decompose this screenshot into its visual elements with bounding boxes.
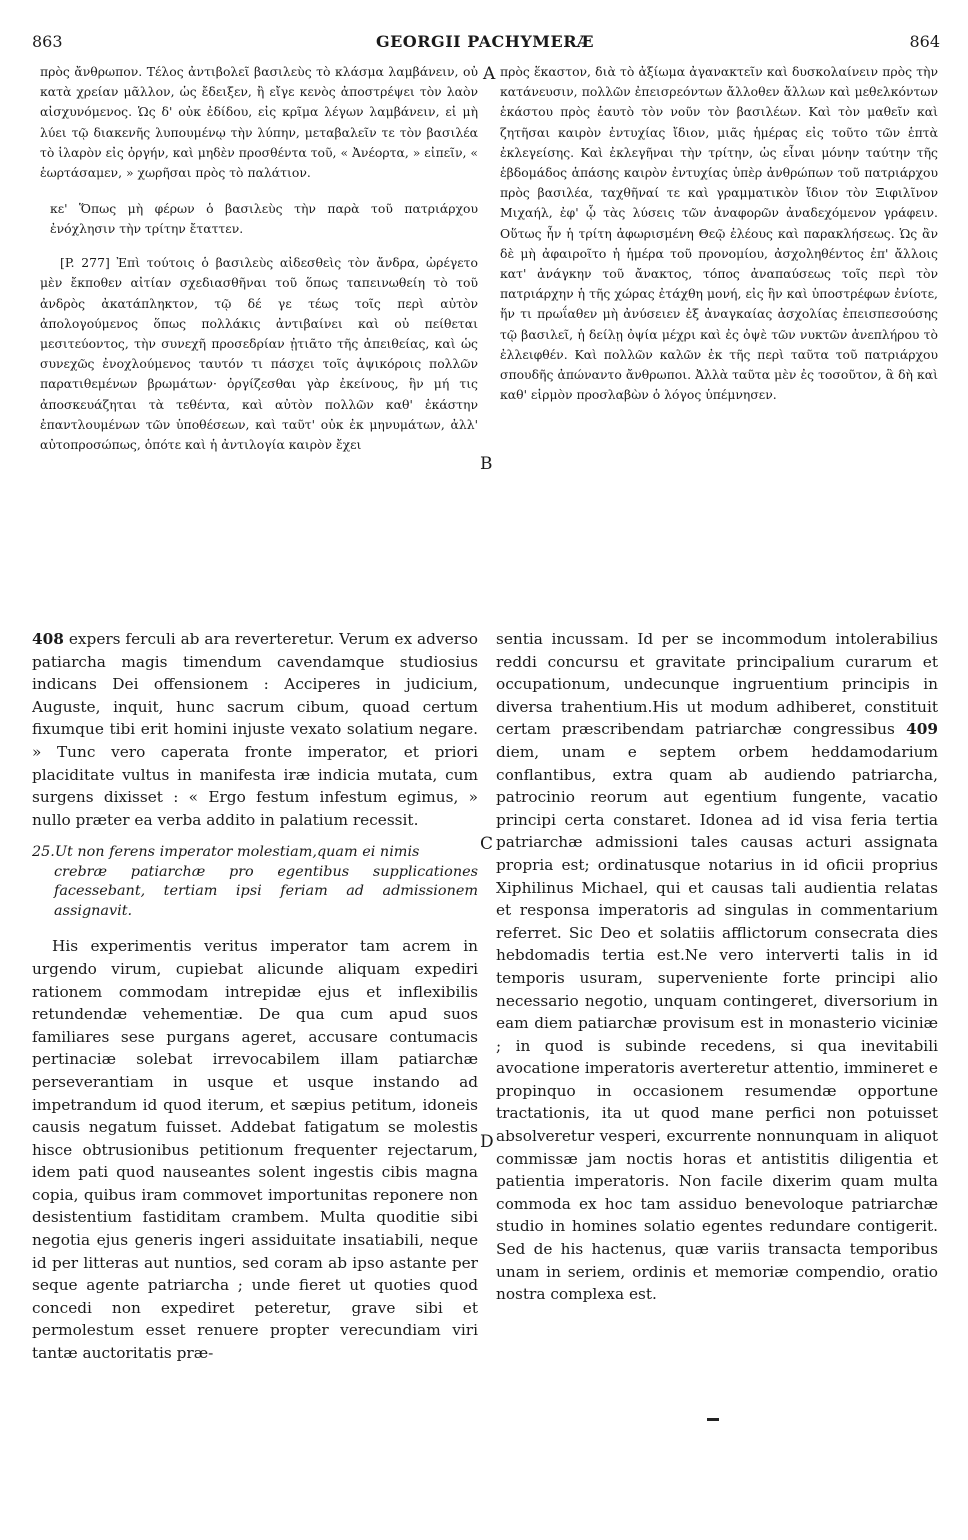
page-header	[30, 28, 940, 54]
section-number-408: 408	[32, 630, 64, 648]
greek-left-paragraph-1: πρὸς ἄνθρωπον. Τέλος ἀντιβολεῖ βασιλεὺς τὸ κλάσμα λαμβάνειν, οὐ κατὰ χρείαν μᾶλλον, ὡς ἔδειξεν, ἢ εἴγε κενὸς ἀποστρέψει τὸν λαὸν αἰσχυνόμενος. Ὡς δ' οὐκ ἐδίδου, εἰς κρῖμα λέγων λαμβάνειν, εἰ μὴ λύει τῷ διακενῆς λυπουμένῳ τὴν λύπην, μεταβαλεῖν τε τὸν βασιλέα τὸ ἱλαρὸν εἰς ὀργήν, καὶ μηδὲν προσθέντα τοῦ, « Ἀνέορτα, » εἰπεῖν, « ἑωρτάσαμεν, » χωρῆσαι πρὸς τὸ παλάτιον.	[40, 64, 478, 181]
greek-right-column	[500, 62, 938, 405]
greek-chapter-heading: κε' Ὅπως μὴ φέρων ὁ βασιλεὺς τὴν παρὰ τοῦ πατριάρχου ἐνόχλησιν τὴν τρίτην ἔταττεν.	[50, 201, 478, 237]
margin-letter-a: A	[483, 64, 496, 84]
end-dash	[707, 1418, 719, 1421]
greek-left-paragraph-2: [P. 277] Ἐπὶ τούτοις ὁ βασιλεὺς αἰδεσθεὶς τὸν ἄνδρα, ὠρέγετο μὲν ἔκποθεν αἰτίαν σχεδιασθῆναι τοῦ ὅπως ταπεινωθείη τὸ τοῦ ἀνδρὸς ἀκατάπληκτον, τῷ δέ γε τέως τοῖς περὶ αὐτὸν ἀπολογούμενος ὅπως πολλάκις ἀντιβαίνει καὶ οὐ πείθεται μεσιτεύοντος, τὴν συνεχῆ προσεδρίαν ᾐτιᾶτο τῆς ἀπειθείας, καὶ ὡς συνεχῶς ἐνοχλούμενος ταυτόν τι πάσχει τοῖς ἀψικόροις πολλῶν παρατιθεμένων βρωμάτων· ὀργίζεσθαι γὰρ ἐκείνους, ἣν μή τις ἀποσκευάζηται τὰ τεθέντα, καὶ αὐτὸν πολλῶν καθ' ἑκάστην ἐπαντλουμένων τῶν ὑποθέσεων, καὶ ταῦτ' οὐκ ἐκ μηνυμάτων, ἀλλ' αὐτοπροσώπως, ὁπότε καὶ ἡ ἀντιλογία καιρὸν ἔχει	[40, 255, 478, 453]
chapter-heading-first-line: Ut non ferens imperator molestiam,quam ei nimis	[54, 844, 420, 861]
margin-letter-c: C	[480, 834, 494, 854]
latin-left-paragraph-2: His experimentis veritus imperator tam acrem in urgendo virum, cupiebat alicunde aliquam expediri rationem commodam intrepidæ ejus et inflexibilis retundendæ vehementiæ. De qua cum apud suos familiares sese purgans ageret, accusare contumacis pertinaciæ solebat irrevocabilem illam patiarchæ perseverantiam in usque et usque instando ad impetrandum id quod iterum, et sæpius petitum, idoneis causis negatum fuisset. Addebat fatigatum se molestis hisce obtrusionibus petitionum frequenter rejectarum, idem pati quod nauseantes solent ingestis cibis magna copia, quibus iram commovet importunitas reponere non desistentium fastiditam crambem. Multa quoditie sibi negotia ejus generis ingeri assiduitate insatiabili, neque id per litteras aut nuntios, sed coram ab ipso astante per seque agente patriarcha ; unde fieret ut quoties quod concedi non expediret peteretur, grave sibi et permolestum esset renuere propter verecundiam viri tantæ auctoritatis præ-	[32, 937, 478, 1363]
chapter-heading-rest: crebræ patiarchæ pro egentibus supplicationes facessebant, tertiam ipsi feriam ad admissionem assignavit.	[54, 863, 478, 919]
latin-right-text-b: diem, unam e septem orbem heddamodarium conflantibus, extra quam ab audiendo patriarcha, patrocinio reorum aut egentium fungente, vacatio principi certa constaret. Idonea ad id visa feria tertia patriarchæ admissioni tales causas acturi assignata propria est; ordinatusque notarius in id oficii proprius Xiphilinus Michael, qui et causas tali audientia relatas et responsa imperatoris ad singulas in commentarium referret. Sic Deo et solatiis afflictorum consecrata dies hebdomadis tertia est.Ne vero interverti talis in id temporis usuram, superveniente forte principi alio necessario negotio, unquam contingeret, diversorium in eam diem patiarchæ provisum est in monasterio viciniæ ; in quod is subinde recedens, si qua inevitabili avocatione imperatoris averteretur attentio, immineret e propinquo in occasionem resumendæ opportune tractationis, ita ut quod mane perfici non potuisset absolveretur vesperi, excurrente nonnunquam in aliquot commissæ jam noctis horas et antistitis diligentia et patientia imperatoris. Non facile dixerim quam multa commoda ex hoc tam assiduo benevoloque patriarchæ studio in homines solatio egentes redundare contigerit. Sed de his hactenus, quæ variis transacta temporibus unam in seriem, ordinis et memoriæ compendio, oratio nostra complexa est.	[496, 742, 938, 1304]
left-page-number: 863	[32, 32, 63, 51]
latin-right-paragraph	[496, 628, 938, 1306]
chapter-number: 25.	[32, 844, 55, 861]
greek-right-paragraph: πρὸς ἕκαστον, διὰ τὸ ἀξίωμα ἀγανακτεῖν καὶ δυσκολαίνειν πρὸς τὴν κατάνευσιν, πολλῶν ἐπεισρεόντων ἄλλοθεν ἄλλων καὶ μεθελκόντων ἑκάστου πρὸς ἑαυτὸ τὸν νοῦν τὸν βασιλέων. Καὶ τὸν μαθεῖν καὶ ζητῆσαι καιρὸν ἐντυχίας ἴδιον, μιᾶς ἡμέρας εἰς τοῦτο τῶν ἑπτὰ ἐκλεγείσης. Καὶ ἐκλεγῆναι τὴν τρίτην, ὡς εἶναι μόνην ταύτην τῆς ἑβδομάδος ἁπάσης καιρὸν ἐντυχίας ὑπὲρ ἀνθρώπων τοῦ πατριάρχου πρὸς βασιλέα, ταχθῆναί τε καὶ γραμματικὸν ἴδιον τὸν Ξιφιλῖνον Μιχαήλ, ἐφ' ᾧ τὰς λύσεις τῶν ἀναφορῶν ἀναδεχόμενον γράφειν. Οὕτως ἦν ἡ τρίτη ἀφωρισμένη Θεῷ ἐλέους καὶ παρακλήσεως. Ὡς ἂν δὲ μὴ ἀφαιροῖτο ἡ ἡμέρα τοῦ προνομίου, ἀσχοληθέντος ἐπ' ἄλλοις κατ' ἀνάγκην τοῦ ἄνακτος, τόπος ἀναπαύσεως τοῖς περὶ τὸν πατριάρχην ἡ τῆς χώρας ἐτάχθη μονή, εἰς ἣν καὶ ὑποστρέφων ἐνίοτε, ἥν τι πρωΐαθεν μὴ ἀνύσειεν ἐξ ἀναγκαίας ἀσχολίας ἐπεισπεσούσης τῷ βασιλεῖ, ἡ δείλῃ ὀψία μέχρι καὶ ἐς ὀψὲ τῶν νυκτῶν ἀνεπλήρου τὸ ἐλλειφθέν. Καὶ πολλῶν καλῶν ἐκ τῆς περὶ ταῦτα τοῦ πατριάρχου σπουδῆς ἀπώναντο ἄνθρωποι. Ἀλλὰ ταῦτα μὲν ἐς τοσοῦτον, ἃ δὴ καὶ καθ' εἱρμὸν προσλαβὼν ὁ λόγος ὑπέμνησεν.	[500, 64, 938, 403]
section-number-409: 409	[906, 720, 938, 739]
latin-right-text-a: sentia incussam. Id per se incommodum intolerabilius reddi concursu et gravitate principalium curarum et occupationum, undecunque ingruentium principis in diversa trahentium.His ut modum adhiberet, constituit certam præscribendam patriarchæ congressibus	[496, 630, 938, 739]
latin-chapter-heading	[32, 843, 478, 921]
running-title: GEORGII PACHYMERÆ	[375, 32, 595, 51]
latin-right-column	[496, 628, 938, 1306]
greek-left-column	[40, 62, 478, 455]
margin-letter-d: D	[480, 1132, 494, 1152]
right-page-number: 864	[909, 32, 940, 51]
margin-letter-b: B	[480, 454, 493, 474]
latin-left-paragraph-1-text: expers ferculi ab ara reverteretur. Verum ex adverso patiarcha magis timendum cavendamque studiosius indicans Dei offensionem : Acciperes in judicium, Auguste, inquit, hunc sacrum cibum, quoad certum fixumque tibi erit homini injuste vexato solatium negare. » Tunc vero caperata fronte imperator, et priori placiditate vultus in manifesta iræ indicia mutata, cum surgens dixisset : « Ergo festum infestum egimus, » nullo præter ea verba addito in palatium recessit.	[32, 630, 478, 829]
latin-left-paragraph-1	[32, 628, 478, 831]
latin-left-column	[32, 628, 478, 1365]
